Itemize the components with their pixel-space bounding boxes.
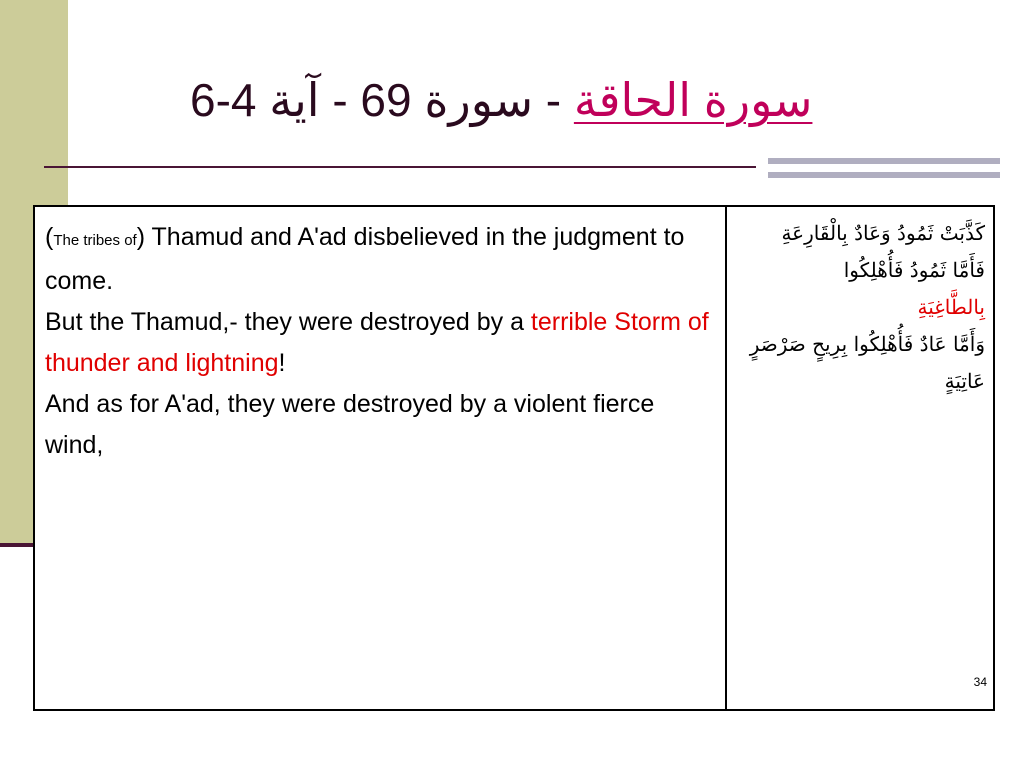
english-line-2: But the Thamud,- they were destroyed by a — [45, 308, 531, 336]
paren-close: ) — [136, 223, 146, 251]
english-translation-cell — [35, 207, 727, 709]
title-underline-rule — [44, 166, 756, 168]
arabic-verse-3: وَأَمَّا عَادٌ فَأُهْلِكُوا بِرِيحٍ صَرْصَرٍ عَاتِيَةٍ — [749, 332, 985, 393]
english-line-1: Thamud and A'ad disbelieved in the judgment to come. — [45, 223, 685, 295]
arabic-verse-2-text: فَأَمَّا ثَمُودُ فَأُهْلِكُوا — [843, 258, 985, 282]
verse-table — [33, 205, 995, 711]
side-decor-rule — [0, 543, 36, 547]
arabic-verse-cell — [727, 207, 993, 709]
slide-title — [190, 60, 890, 140]
tribes-note: The tribes of — [53, 232, 137, 249]
arabic-verse-1: كَذَّبَتْ ثَمُودُ وَعَادٌ بِالْقَارِعَةِ — [781, 221, 985, 245]
arabic-verse-2-highlight: بِالطَّاغِيَةِ — [917, 295, 985, 319]
paren-open: ( — [45, 223, 54, 251]
decor-bar-bottom — [768, 172, 1000, 178]
english-line-2-highlight: terrible Storm of thunder and lightning — [45, 308, 709, 377]
title-verse-ref: - سورة 69 - آية 4-6 — [190, 74, 574, 126]
decor-bar-top — [768, 158, 1000, 164]
english-line-2-end: ! — [278, 349, 286, 377]
english-line-3: And as for A'ad, they were destroyed by a violent fierce wind, — [45, 390, 655, 459]
arabic-verse-2 — [735, 252, 985, 326]
slide-number: 34 — [973, 675, 987, 689]
surah-name-link[interactable]: سورة الحاقة — [573, 74, 813, 126]
